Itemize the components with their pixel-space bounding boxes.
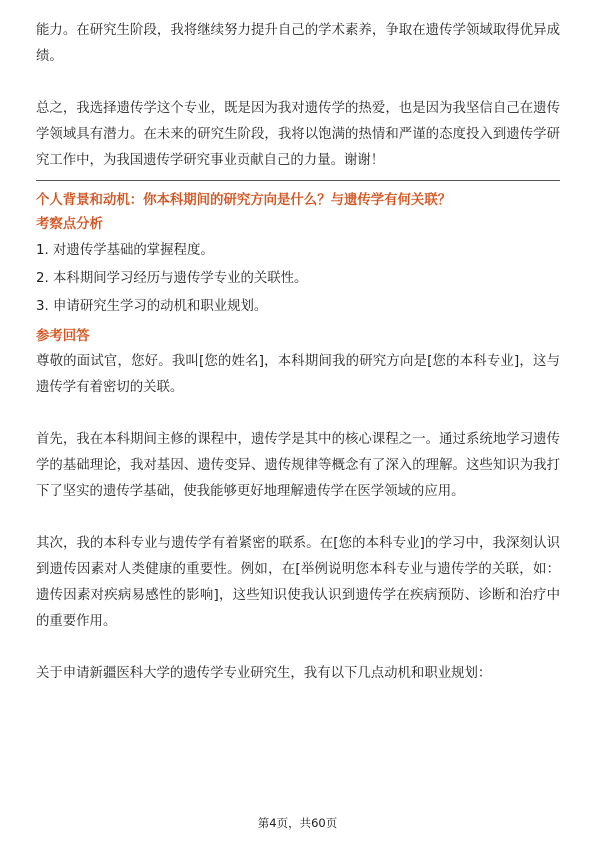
analysis-title: 考察点分析 <box>36 217 103 232</box>
analysis-item: 1. 对遗传学基础的掌握程度。 <box>36 243 214 258</box>
spacer <box>36 635 560 661</box>
analysis-list <box>36 237 560 321</box>
answer-paragraph-1: 尊敬的面试官，您好。我叫[您的姓名]，本科期间我的研究方向是[您的本科专业]，这与遗传学有着密切的关联。 <box>36 354 560 395</box>
spacer <box>36 401 560 427</box>
answer-title: 参考回答 <box>36 329 90 344</box>
answer-paragraph-3: 其次，我的本科专业与遗传学有着紧密的联系。在[您的本科专业]的学习中，我深刻认识到遗传因素对人类健康的重要性。例如，在[举例说明您本科专业与遗传学的关联，如：遗传因素对疾病易感性的影响]，这些知识使我认识到遗传学在疾病预防、诊断和治疗中的重要作用。 <box>36 536 560 629</box>
section-divider <box>36 180 560 181</box>
answer-paragraph-2: 首先，我在本科期间主修的课程中，遗传学是其中的核心课程之一。通过系统地学习遗传学的基础理论，我对基因、遗传变异、遗传规律等概念有了深入的理解。这些知识为我打下了坚实的遗传学基础，使我能够更好地理解遗传学在医学领域的应用。 <box>36 432 560 499</box>
analysis-item: 2. 本科期间学习经历与遗传学专业的关联性。 <box>36 271 308 286</box>
spacer <box>36 505 560 531</box>
analysis-item: 3. 申请研究生学习的动机和职业规划。 <box>36 299 268 314</box>
interview-question: 个人背景和动机：你本科期间的研究方向是什么？与遗传学有何关联？ <box>36 193 452 208</box>
intro-paragraph-2: 总之，我选择遗传学这个专业，既是因为我对遗传学的热爱，也是因为我坚信自己在遗传学领域具有潜力。在未来的研究生阶段，我将以饱满的热情和严谨的态度投入到遗传学研究工作中，为我国遗传学研究事业贡献自己的力量。谢谢！ <box>36 101 560 168</box>
page-number: 第4页，共60页 <box>257 816 338 830</box>
intro-paragraph-1: 能力。在研究生阶段，我将继续努力提升自己的学术素养，争取在遗传学领域取得优异成绩。 <box>36 23 560 64</box>
answer-paragraph-4: 关于申请新疆医科大学的遗传学专业研究生，我有以下几点动机和职业规划： <box>36 666 492 681</box>
spacer <box>36 70 560 96</box>
document-page <box>36 18 560 687</box>
